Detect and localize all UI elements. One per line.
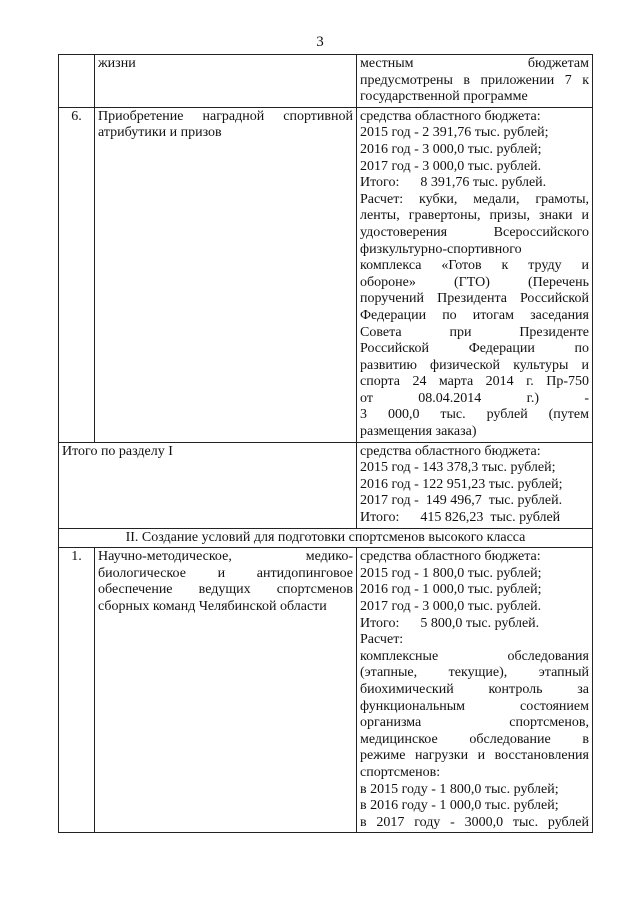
calc-line: физкультурно-спортивного — [360, 241, 522, 257]
budget-line: 2016 год - 1 000,0 тыс. рублей; — [360, 582, 542, 598]
cell-budget-continued — [357, 55, 593, 108]
cell-total-budget — [357, 442, 593, 528]
table-row-item-6 — [59, 107, 593, 442]
budget-line: 2016 год - 122 951,23 тыс. рублей; — [360, 476, 563, 492]
text-line: предусмотрены в приложении 7 к — [360, 72, 589, 88]
calc-line: размещения заказа) — [360, 424, 477, 440]
budget-line: 2016 год - 3 000,0 тыс. рублей; — [360, 141, 542, 157]
name-line: атрибутики и призов — [98, 125, 222, 141]
table-row-continued — [59, 55, 593, 108]
calc-line: в 2016 году - 1 000,0 тыс. рублей; — [360, 798, 559, 814]
calc-line: Совета при Президенте — [360, 324, 589, 340]
cell-total-label: Итого по разделу I — [59, 442, 357, 528]
budget-line: 2015 год - 1 800,0 тыс. рублей; — [360, 565, 542, 581]
calc-line: Расчет: кубки, медали, грамоты, — [360, 191, 589, 207]
name-line: жизни — [98, 56, 136, 71]
name-line: Научно-методическое, медико- — [98, 549, 353, 565]
budget-line: 2017 год - 3 000,0 тыс. рублей. — [360, 158, 542, 174]
text-line: государственной программе — [360, 89, 528, 105]
page-number: 3 — [316, 34, 324, 50]
calc-line: Федерации по итогам заседания — [360, 307, 589, 323]
budget-total: Итого: 5 800,0 тыс. рублей. — [360, 615, 540, 631]
budget-line: 2015 год - 2 391,76 тыс. рублей; — [360, 125, 549, 141]
calc-line: спортсменов: — [360, 764, 441, 780]
cell-num: 1. — [59, 548, 95, 833]
cell-budget — [357, 548, 593, 833]
table-row-section-total — [59, 442, 593, 528]
budget-line: 2017 год - 3 000,0 тыс. рублей. — [360, 599, 542, 614]
calc-line: Расчет: — [360, 632, 404, 648]
budget-total: Итого: 8 391,76 тыс. рублей. — [360, 175, 547, 191]
cell-num: 6. — [59, 107, 95, 442]
calc-line: Российской Федерации по — [360, 341, 589, 357]
program-table — [58, 54, 593, 833]
cell-name-continued — [95, 55, 357, 108]
name-line: биологическое и антидопинговое — [98, 565, 353, 581]
calc-line: медицинское обследование в — [360, 731, 589, 747]
calc-line: ленты, гравертоны, призы, знаки и — [360, 208, 589, 224]
cell-budget — [357, 107, 593, 442]
table-row-item-1 — [59, 548, 593, 833]
calc-line: 3 000,0 тыс. рублей (путем — [360, 407, 589, 423]
calc-line: поручений Президента Российской — [360, 291, 589, 307]
calc-line: обороне» (ГТО) (Перечень — [360, 274, 589, 290]
name-line: обеспечение ведущих спортсменов — [98, 582, 353, 598]
budget-total: Итого: 415 826,23 тыс. рублей — [360, 510, 561, 526]
budget-line: средства областного бюджета: — [360, 549, 541, 565]
calc-line: развитию физической культуры и — [360, 357, 589, 373]
cell-name — [95, 107, 357, 442]
name-line: Приобретение наградной спортивной — [98, 108, 353, 124]
calc-line: спорта 24 марта 2014 г. Пр-750 — [360, 374, 589, 390]
section-title: II. Создание условий для подготовки спортсменов высокого класса — [59, 528, 593, 548]
name-line: сборных команд Челябинской области — [98, 599, 327, 614]
cell-num-empty — [59, 55, 95, 108]
calc-line: режиме нагрузки и восстановления — [360, 748, 589, 764]
calc-line: (этапные, текущие), этапный — [360, 665, 589, 681]
calc-line: от 08.04.2014 г.) - — [360, 390, 589, 406]
table-row-section-header — [59, 528, 593, 548]
calc-line: организма спортсменов, — [360, 715, 589, 731]
calc-line: комплексные обследования — [360, 648, 589, 664]
calc-line: функциональным состоянием — [360, 698, 589, 714]
calc-line: удостоверения Всероссийского — [360, 224, 589, 240]
calc-line: в 2015 году - 1 800,0 тыс. рублей; — [360, 781, 559, 797]
budget-line: 2015 год - 143 378,3 тыс. рублей; — [360, 460, 556, 476]
calc-line: биохимический контроль за — [360, 681, 589, 697]
text-line: местным бюджетам — [360, 56, 589, 71]
calc-line: в 2017 году - 3000,0 тыс. рублей — [360, 814, 589, 830]
budget-line: средства областного бюджета: — [360, 443, 541, 459]
budget-line: 2017 год - 149 496,7 тыс. рублей. — [360, 493, 563, 509]
calc-line: комплекса «Готов к труду и — [360, 258, 589, 274]
budget-line: средства областного бюджета: — [360, 108, 541, 124]
cell-name — [95, 548, 357, 833]
